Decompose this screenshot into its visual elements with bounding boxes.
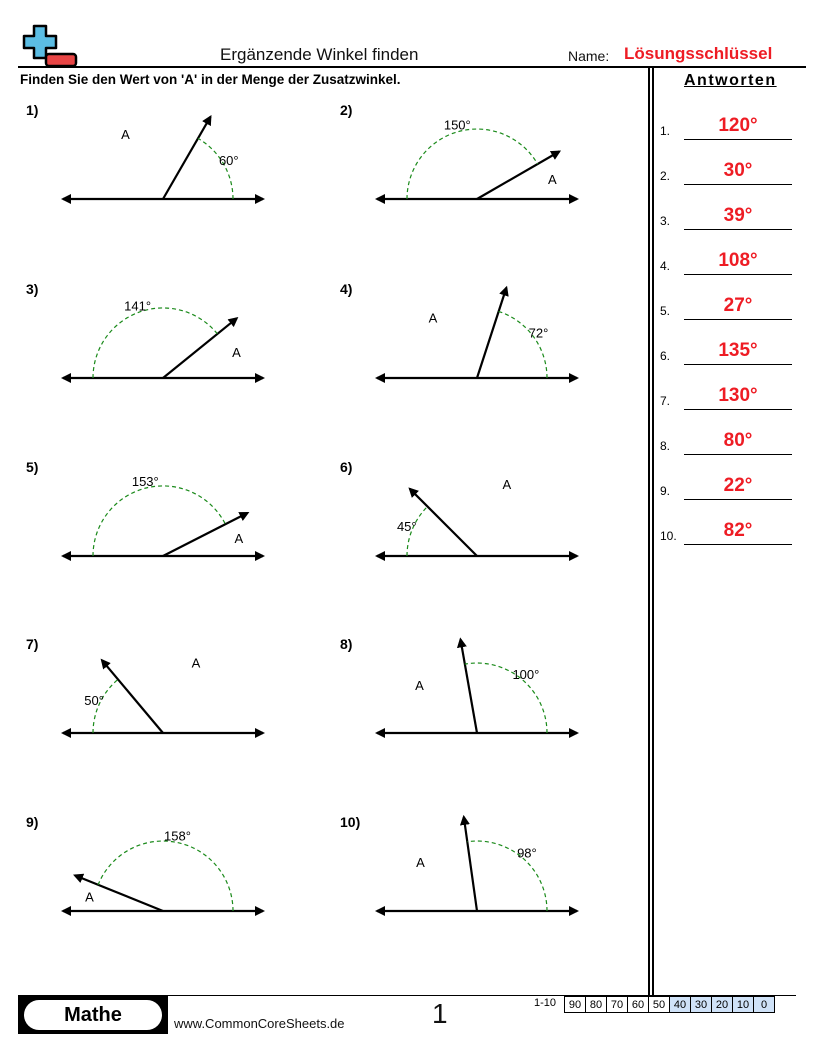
problem-4	[340, 281, 620, 421]
problem-number: 8)	[340, 636, 353, 652]
answer-row	[660, 245, 792, 275]
answer-value: 120°	[718, 115, 758, 136]
score-cell: 50	[649, 997, 670, 1013]
problem-6	[340, 459, 620, 599]
answer-column-divider	[648, 68, 650, 996]
answer-value: 27°	[723, 295, 753, 316]
answer-row	[660, 515, 792, 545]
angle-diagram	[340, 459, 620, 589]
worksheet-title: Ergänzende Winkel finden	[220, 45, 419, 64]
angle-diagram	[26, 459, 306, 589]
answer-row	[660, 155, 792, 185]
answer-value: 80°	[723, 430, 753, 451]
instructions: Finden Sie den Wert von 'A' in der Menge der Zusatzwinkel.	[20, 72, 401, 87]
angle-arc	[98, 841, 233, 911]
unknown-angle-label: A	[234, 530, 244, 546]
score-cell: 10	[733, 997, 754, 1013]
given-angle-label: 150°	[443, 117, 471, 133]
problem-1	[26, 102, 306, 242]
answer-number: 6.	[660, 349, 671, 363]
answer-value: 130°	[718, 385, 758, 406]
angle-ray	[163, 117, 211, 199]
problem-number: 6)	[340, 459, 353, 475]
unknown-angle-label: A	[547, 171, 557, 187]
problem-7	[26, 636, 306, 776]
answer-row	[660, 200, 792, 230]
answer-line	[684, 319, 792, 320]
score-cell: 70	[607, 997, 628, 1013]
plus-minus-logo-icon	[22, 24, 80, 68]
answer-row	[660, 425, 792, 455]
answer-value: 39°	[723, 205, 753, 226]
angle-diagram	[26, 281, 306, 411]
answer-column-divider-inner	[652, 68, 654, 996]
score-cell: 0	[754, 997, 775, 1013]
header-divider	[18, 66, 806, 68]
problem-2	[340, 102, 620, 242]
problem-number: 4)	[340, 281, 353, 297]
angle-ray	[477, 288, 506, 378]
problem-number: 9)	[26, 814, 39, 830]
problem-10	[340, 814, 620, 954]
answer-number: 7.	[660, 394, 671, 408]
problem-number: 10)	[340, 814, 361, 830]
unknown-angle-label: A	[121, 127, 130, 142]
score-cell: 80	[586, 997, 607, 1013]
problem-9	[26, 814, 306, 954]
problem-number: 5)	[26, 459, 39, 475]
answer-line	[684, 229, 792, 230]
angle-ray	[163, 318, 237, 378]
angle-diagram	[340, 281, 620, 411]
given-angle-label: 158°	[164, 828, 191, 844]
score-cell: 30	[691, 997, 712, 1013]
angle-arc	[499, 311, 547, 378]
problem-5	[26, 459, 306, 599]
problem-number: 1)	[26, 102, 39, 118]
answer-number: 3.	[660, 214, 671, 228]
answer-line	[684, 364, 792, 365]
score-cell: 90	[565, 997, 586, 1013]
answer-row	[660, 290, 792, 320]
answer-line	[684, 454, 792, 455]
angle-ray	[464, 817, 477, 911]
answer-number: 10.	[660, 529, 677, 543]
answer-value: 108°	[718, 250, 758, 271]
unknown-angle-label: A	[191, 655, 201, 671]
answer-number: 9.	[660, 484, 671, 498]
angle-arc	[93, 486, 225, 556]
unknown-angle-label: A	[415, 677, 424, 693]
given-angle-label: 60°	[218, 153, 239, 168]
unknown-angle-label: A	[232, 345, 241, 360]
answer-value: 22°	[723, 475, 753, 496]
answer-line	[684, 409, 792, 410]
score-range-label: 1-10	[534, 997, 557, 1009]
score-table	[564, 996, 775, 1013]
subject-label: Mathe	[24, 1000, 162, 1030]
answer-value: 30°	[723, 160, 753, 181]
angle-arc	[198, 138, 233, 199]
answer-row	[660, 110, 792, 140]
given-angle-label: 98°	[517, 845, 537, 861]
given-angle-label: 50°	[84, 692, 104, 708]
answer-number: 1.	[660, 124, 671, 138]
answer-line	[684, 544, 792, 545]
given-angle-label: 141°	[124, 298, 152, 314]
angle-diagram	[340, 814, 620, 944]
unknown-angle-label: A	[85, 889, 94, 905]
angle-diagram	[340, 102, 620, 232]
website-link[interactable]: www.CommonCoreSheets.de	[174, 1016, 345, 1031]
angle-ray	[477, 152, 559, 200]
answer-row	[660, 470, 792, 500]
score-cell: 60	[628, 997, 649, 1013]
problem-8	[340, 636, 620, 776]
angle-diagram	[340, 636, 620, 766]
unknown-angle-label: A	[428, 310, 438, 326]
problem-3	[26, 281, 306, 421]
answer-number: 4.	[660, 259, 671, 273]
problem-number: 2)	[340, 102, 353, 118]
angle-diagram	[26, 636, 306, 766]
subject-badge	[18, 996, 168, 1034]
answer-row	[660, 335, 792, 365]
page-number: 1	[432, 998, 448, 1029]
angle-diagram	[26, 814, 306, 944]
answer-line	[684, 184, 792, 185]
score-cell: 40	[670, 997, 691, 1013]
answer-line	[684, 139, 792, 140]
name-label: Name:	[568, 48, 610, 64]
name-value: Lösungsschlüssel	[624, 44, 773, 63]
unknown-angle-label: A	[502, 476, 512, 492]
answer-number: 2.	[660, 169, 671, 183]
problem-number: 3)	[26, 281, 39, 297]
answer-value: 135°	[718, 340, 758, 361]
answer-value: 82°	[723, 520, 753, 541]
given-angle-label: 100°	[512, 666, 540, 682]
score-cell: 20	[712, 997, 733, 1013]
angle-ray	[461, 639, 478, 733]
problem-number: 7)	[26, 636, 39, 652]
answer-number: 5.	[660, 304, 671, 318]
angle-arc	[93, 308, 217, 378]
angle-ray	[102, 660, 163, 733]
answer-line	[684, 499, 792, 500]
answer-row	[660, 380, 792, 410]
given-angle-label: 45°	[396, 518, 417, 534]
given-angle-label: 72°	[528, 325, 549, 341]
unknown-angle-label: A	[416, 854, 425, 870]
answers-title: Antworten	[684, 72, 777, 89]
angle-arc	[407, 129, 538, 199]
angle-ray	[410, 489, 477, 556]
angle-diagram	[26, 102, 306, 232]
answer-line	[684, 274, 792, 275]
answer-number: 8.	[660, 439, 671, 453]
given-angle-label: 153°	[131, 474, 159, 490]
